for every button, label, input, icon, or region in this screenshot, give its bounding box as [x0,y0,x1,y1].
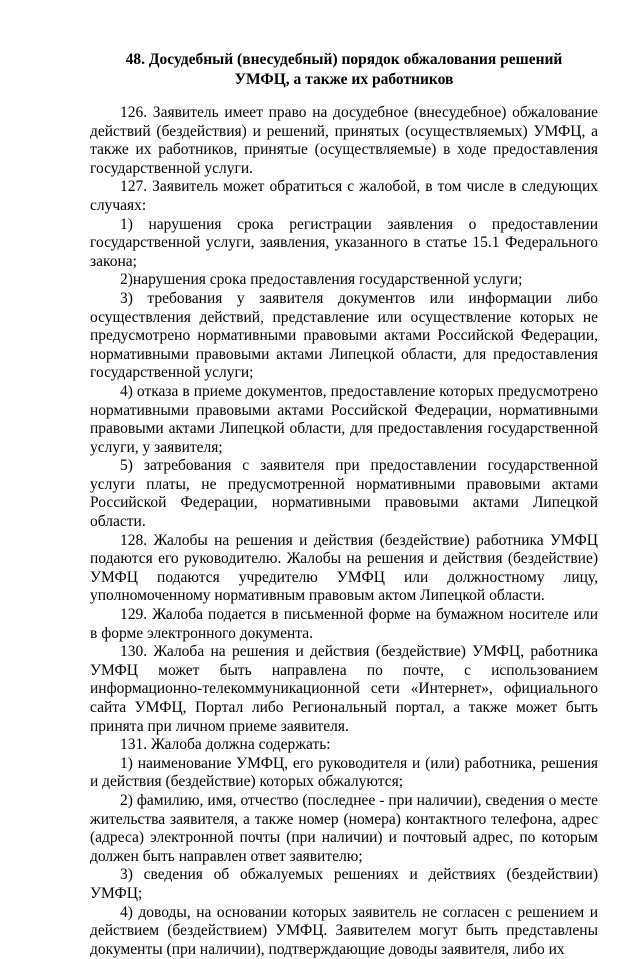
list-item-131-1: 1) наименование УМФЦ, его руководителя и (или) работника, решения и действия (бездействие) которых обжалуются; [90,754,598,791]
paragraph-131: 131. Жалоба должна содержать: [120,736,331,754]
paragraph-128: 128. Жалобы на решения и действия (бездействие) работника УМФЦ подаются его руководителю. Жалобы на решения и действия (бездействие) УМФЦ подаются учредителю УМФЦ или должностному лицу, уполномоченному нормативным правовым актом Липецкой области. [90,531,598,605]
list-item-127-3: 3) требования у заявителя документов или информации либо осуществления действий, представление или осуществление которых не предусмотрено нормативными правовыми актами Российской Федерации, нормативными правовыми актами Липецкой области, для предоставления государственной услуги; [90,289,598,382]
paragraph-130: 130. Жалоба на решения и действия (бездействие) УМФЦ, работника УМФЦ может быть направлена по почте, с использованием информационно-телекоммуникационной сети «Интернет», официального сайта УМФЦ, Портал либо Региональный портал, а также может быть принята при личном приеме заявителя. [90,643,598,735]
paragraph-126: 126. Заявитель имеет право на досудебное (внесудебное) обжалование действий (бездействия) и решений, принятых (осуществляемых) УМФЦ, а также их работников, принятые (осуществляемые) в ходе предоставления государственной услуги. [90,104,598,177]
list-item-131-2: 2) фамилию, имя, отчество (последнее - при наличии), сведения о месте жительства заявителя, а также номер (номера) контактного телефона, адрес (адреса) электронной почты (при наличии) и почтовый адрес, по которым должен быть направлен ответ заявителю; [90,791,598,865]
paragraph-129: 129. Жалоба подается в письменной форме на бумажном носителе или в форме электронного документа. [90,606,598,642]
list-item-127-5: 5) затребования с заявителя при предоставлении государственной услуги платы, не предусмотренной нормативными правовыми актами Российской Федерации, нормативными правовыми актами Липецкой области. [90,457,598,531]
section-title-line-1: 48. Досудебный (внесудебный) порядок обжалования решений [125,51,563,68]
document-body [90,104,598,959]
list-item-127-4: 4) отказа в приеме документов, предоставление которых предусмотрено нормативными правовыми актами Российской Федерации, нормативными правовыми актами Липецкой области, для предоставления государственной услуги, у заявителя; [90,382,598,456]
list-item-127-1: 1) нарушения срока регистрации заявления о предоставлении государственной услуги, заявления, указанного в статье 15.1 Федерального закона; [90,215,598,270]
paragraph-127: 127. Заявитель может обратиться с жалобой, в том числе в следующих случаях: [90,178,598,214]
list-item-127-2: 2)нарушения срока предоставления государственной услуги; [120,271,523,289]
list-item-131-4: 4) доводы, на основании которых заявитель не согласен с решением и действием (бездействием) УМФЦ. Заявителем могут быть представлены документы (при наличии), подтверждающие доводы заявителя, либо их [90,903,598,958]
list-item-131-3: 3) сведения об обжалуемых решениях и действиях (бездействии) УМФЦ; [90,866,598,902]
section-title-line-2: УМФЦ, а также их работников [234,71,454,88]
section-title [90,50,598,90]
